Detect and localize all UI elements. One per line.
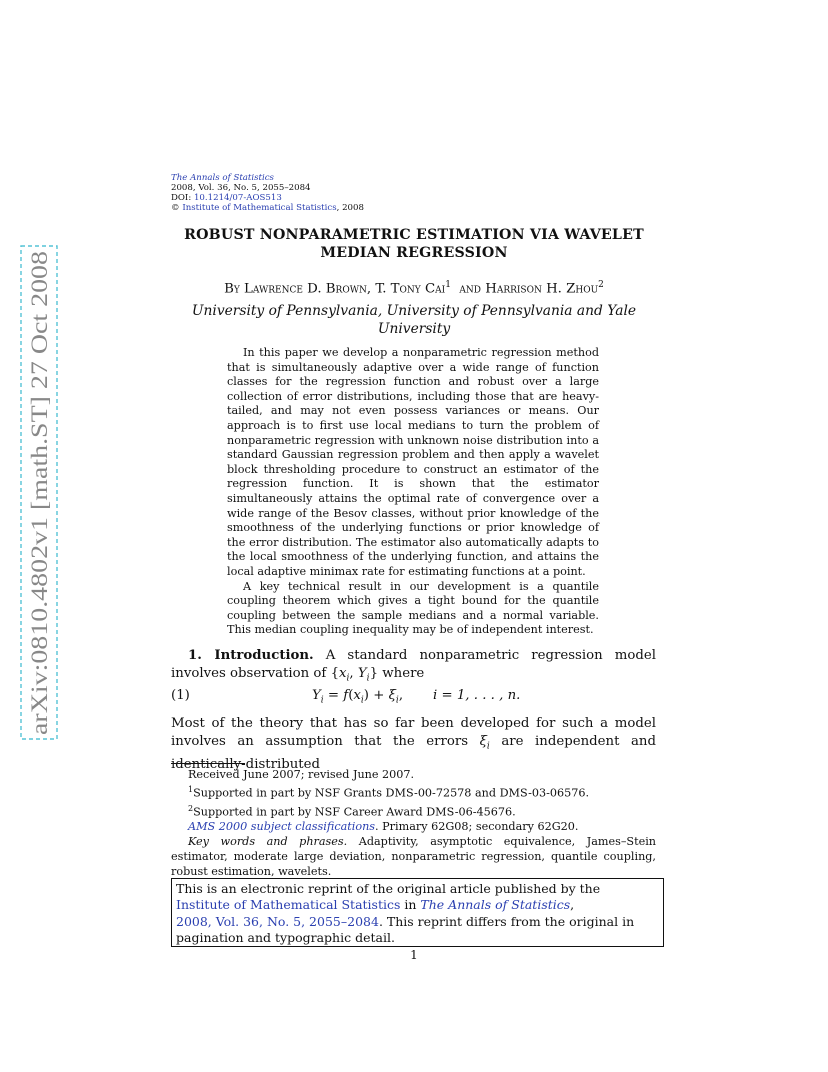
- reprint-notice-text: [176, 881, 656, 947]
- reprint-comma: ,: [570, 897, 575, 913]
- author-brown: Lawrence D. Brown: [244, 281, 367, 297]
- affiliation: [190, 302, 638, 338]
- affiliation-line-2: University: [377, 321, 451, 337]
- footnote-2-text: Supported in part by NSF Career Award DMS-06-45676.: [193, 805, 516, 819]
- title-line-2: MEDIAN REGRESSION: [320, 245, 508, 261]
- equation-1: [171, 687, 656, 705]
- reprint-text-1: This is an electronic reprint of the original article published by the: [176, 881, 601, 896]
- volume-line: 2008, Vol. 36, No. 5, 2055–2084: [171, 183, 311, 193]
- reprint-notice-box: [171, 878, 664, 947]
- intro-text-2a: Most of the theory that has so far been developed for such a model involves an assumption that the errors: [171, 716, 656, 749]
- keywords: [171, 834, 656, 879]
- reprint-journal-link[interactable]: The Annals of Statistics: [420, 897, 571, 913]
- journal-name-link[interactable]: The Annals of Statistics: [171, 173, 274, 183]
- ams-classification-link[interactable]: AMS 2000 subject classifications: [188, 820, 376, 834]
- footnote-1-number: 1: [188, 785, 194, 794]
- page-number: 1: [410, 948, 418, 962]
- abstract: [227, 346, 599, 638]
- footnote-2-number: 2: [188, 803, 194, 813]
- reprint-in: in: [400, 897, 421, 913]
- and-label: and: [450, 281, 486, 297]
- footnote-1-text: Supported in part by NSF Grants DMS-00-72578 and DMS-03-06576.: [193, 786, 590, 800]
- intro-text-1b: } where: [369, 665, 425, 681]
- arxiv-stamp-graphic: [20, 245, 58, 740]
- stamp-text: arXiv:0810.4802v1 [math.ST] 27 Oct 2008: [27, 336, 52, 735]
- copyright-symbol: ©: [171, 203, 180, 213]
- copyright-year: , 2008: [336, 203, 364, 213]
- affiliation-line-1: University of Pennsylvania, University of Pennsylvania and Yale: [191, 303, 637, 319]
- reprint-text-2: . This reprint differs from the original in pagination and typographic detail.: [176, 913, 635, 946]
- authors: [150, 276, 678, 298]
- footnotes: [171, 767, 656, 879]
- abstract-paragraph-1: In this paper we develop a nonparametric regression method that is simultaneously adaptive over a wide range of function classes for the regression function and robust over a large collection of error distributions, including those that are heavy-tailed, and may not even possess variances or means. Our approach is to first use local medians to turn the problem of nonparametric regression with unknown noise distribution into a standard Gaussian regression problem and then apply a wavelet block thresholding procedure to construct an estimator of the regression function. It is shown that the estimator simultaneously attains the optimal rate of convergence over a wide range of the Besov classes, without prior knowledge of the smoothness of the underlying functions or prior knowledge of the error distribution. The estimator also automatically adapts to the local smoothness of the underlying function, and attains the local adaptive minimax rate for estimating functions at a point.: [227, 346, 599, 578]
- footnote-rule: [171, 763, 245, 764]
- keywords-text: Adaptivity, asymptotic equivalence, James–Stein estimator, moderate large deviation, nonparametric regression, quantile coupling, robust estimation, wavelets.: [171, 835, 656, 879]
- copyright-line: [171, 203, 364, 213]
- intro-paragraph-2: Most of the theory that has so far been developed for such a model involves an assumption that the errors $\xi_i$ are independent and identically-distributed: [171, 716, 656, 772]
- author-zhou: Harrison H. Zhou: [485, 281, 599, 297]
- journal-header: [171, 173, 364, 213]
- doi-prefix: DOI:: [171, 193, 194, 203]
- doi-link[interactable]: 10.1214/07-AOS513: [193, 193, 282, 203]
- author-zhou-footnote[interactable]: 2: [598, 280, 604, 290]
- ams-classification-text: . Primary 62G08; secondary 62G20.: [375, 820, 579, 834]
- intro-text-2b: are independent and identically-distributed: [171, 733, 656, 772]
- received-line: Received June 2007; revised June 2007.: [188, 768, 415, 781]
- equation-body: $Y_i = f(x_i) + \xi_i$,: [312, 688, 404, 706]
- equation-range: i = 1, . . . , n.: [433, 688, 521, 703]
- intro-text-1: A standard nonparametric regression model involves observation of {: [171, 648, 656, 681]
- paper-title: [150, 226, 678, 262]
- author-sep: ,: [366, 281, 376, 297]
- section-heading: 1. Introduction.: [188, 648, 314, 663]
- keywords-label: Key words and phrases.: [188, 835, 348, 849]
- by-label: By: [224, 281, 245, 297]
- author-cai: T. Tony Cai: [375, 281, 446, 297]
- ims-link[interactable]: Institute of Mathematical Statistics: [182, 203, 337, 213]
- doi-line: [171, 193, 364, 203]
- title-line-1: ROBUST NONPARAMETRIC ESTIMATION VIA WAVELET: [184, 227, 644, 243]
- arxiv-stamp[interactable]: [20, 245, 58, 740]
- reprint-ims-link[interactable]: Institute of Mathematical Statistics: [176, 897, 401, 913]
- ams-classification: [171, 819, 656, 834]
- footnote-2: [171, 801, 656, 820]
- introduction: [171, 647, 656, 688]
- equation-label: (1): [171, 688, 190, 703]
- footnote-1: [171, 782, 656, 801]
- author-cai-footnote[interactable]: 1: [445, 280, 451, 290]
- intro-paragraph-1: 1. Introduction. A standard nonparametric regression model involves observation of {$x_i$, $Y_i$} where: [171, 648, 656, 684]
- abstract-paragraph-2: A key technical result in our development is a quantile coupling theorem which gives a tight bound for the quantile coupling between the sample medians and a normal variable. This median coupling inequality may be of independent interest.: [227, 579, 599, 637]
- reprint-volume-link[interactable]: 2008, Vol. 36, No. 5, 2055–2084: [176, 913, 379, 929]
